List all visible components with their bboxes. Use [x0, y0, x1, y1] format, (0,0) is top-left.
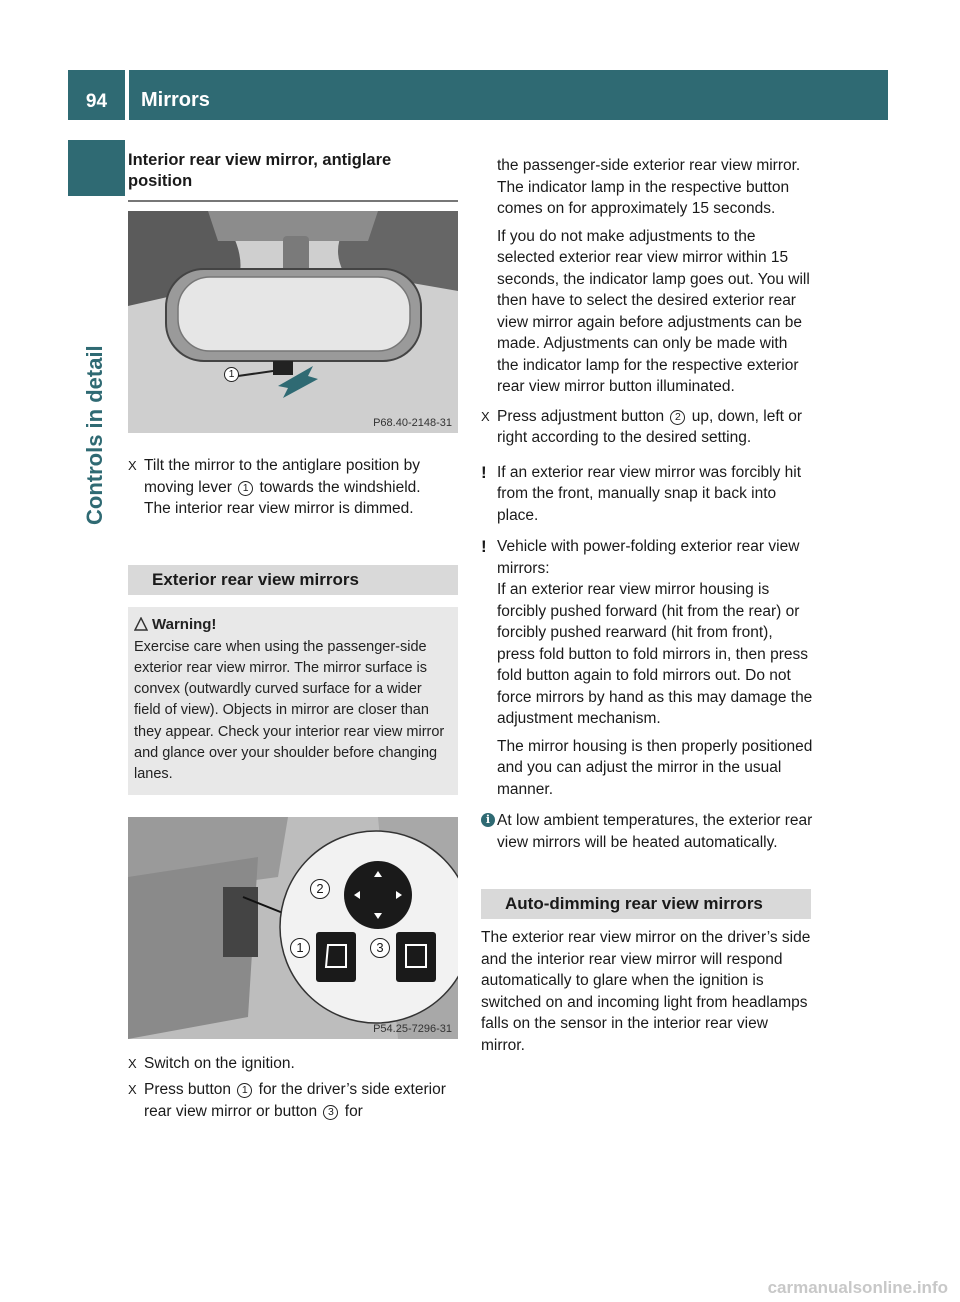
info-icon: i: [481, 813, 495, 827]
warning-triangle-icon: [134, 617, 148, 631]
callout-ref-2: 2: [670, 410, 685, 425]
interior-mirror-illustration: [128, 211, 458, 433]
door-mirror-switch-illustration: [128, 817, 458, 1039]
exclamation-icon: !: [481, 462, 487, 482]
callout-2: 2: [310, 879, 330, 899]
x-arrow-icon: X: [481, 408, 490, 424]
warning-box: [128, 607, 458, 795]
timeout-text: If you do not make adjustments to the selected exterior rear view mirror within 15 seconds, the indicator lamp goes out. You will then have to select the desired exterior rear view mirror again before adjustments can be made. Adjustments can only be made with the indicator lamp for the respective exterior rear view mirror button illuminated.: [497, 227, 810, 395]
page-number: 94: [85, 91, 108, 112]
header-title-bar: [129, 70, 888, 120]
instruction-press-button: X Press button 1 for the driver’s side exterior rear view mirror or button 3 for: [128, 1081, 446, 1120]
x-arrow-icon: X: [128, 1055, 137, 1071]
note-power-folding: ! Vehicle with power-folding exterior rear view mirrors: If an exterior rear view mirror housing is forcibly pushed forward (hit from the rear) or forcibly pushed rearward (hit from front), press fold button to fold mirrors in, then press fold button again to fold mirrors out. Do not force mirrors by hand as this may damage the adjustment mechanism. The mirror housing is then properly positioned and you can adjust the mirror in the usual manner.: [481, 537, 813, 798]
figure-interior-mirror: [128, 211, 458, 433]
note-forcibly-hit: ! If an exterior rear view mirror was forcibly hit from the front, manually snap it back into place.: [481, 462, 802, 524]
figure-door-controls: [128, 817, 458, 1039]
side-tab-label: Controls in detail: [82, 345, 107, 525]
figure-code: P68.40-2148-31: [373, 417, 452, 429]
callout-ref-3: 3: [323, 1105, 338, 1120]
callout-1: 1: [224, 367, 239, 382]
callout-1: 1: [290, 938, 310, 958]
subheading-antiglare: Interior rear view mirror, antiglare position: [128, 150, 458, 202]
autodim-body: The exterior rear view mirror on the driver’s side and the interior rear view mirror will respond automatically to glare when the ignition is switched on and incoming light from headlamps falls on the sensor in the interior rear view mirror.: [481, 929, 811, 1054]
info-heated-mirrors: i At low ambient temperatures, the exterior rear view mirrors will be heated automatically.: [481, 810, 813, 853]
right-column: [481, 155, 813, 1056]
section-heading-autodim: Auto-dimming rear view mirrors: [481, 889, 811, 919]
left-column: [128, 150, 458, 1127]
warning-title: Warning!: [134, 616, 452, 633]
exclamation-icon: !: [481, 537, 487, 556]
instruction-ignition: X Switch on the ignition.: [128, 1053, 458, 1075]
section-heading-exterior: Exterior rear view mirrors: [128, 565, 458, 595]
watermark: carmanualsonline.info: [767, 1278, 948, 1297]
continuation-text: the passenger-side exterior rear view mirror.: [497, 157, 801, 174]
callout-ref-1: 1: [238, 481, 253, 496]
callout-ref-1: 1: [237, 1083, 252, 1098]
instruction-tilt: X Tilt the mirror to the antiglare position by moving lever 1 towards the windshield. The interior rear view mirror is dimmed.: [128, 457, 421, 517]
figure-code: P54.25-7296-31: [373, 1022, 452, 1035]
x-arrow-icon: X: [128, 1082, 137, 1098]
warning-body: Exercise care when using the passenger-side exterior rear view mirror. The mirror surface is convex (outwardly curved surface for a wider field of view). Objects in mirror are closer than they appear. Check your interior rear view mirror and glance over your shoulder before changing lanes.: [134, 638, 445, 783]
indicator-lamp-text: The indicator lamp in the respective button comes on for approximately 15 seconds.: [497, 178, 790, 217]
x-arrow-icon: X: [128, 458, 137, 473]
page-title: Mirrors: [141, 89, 210, 111]
instruction-adjust: X Press adjustment button 2 up, down, left or right according to the desired setting.: [481, 407, 803, 446]
callout-3: 3: [370, 938, 390, 958]
